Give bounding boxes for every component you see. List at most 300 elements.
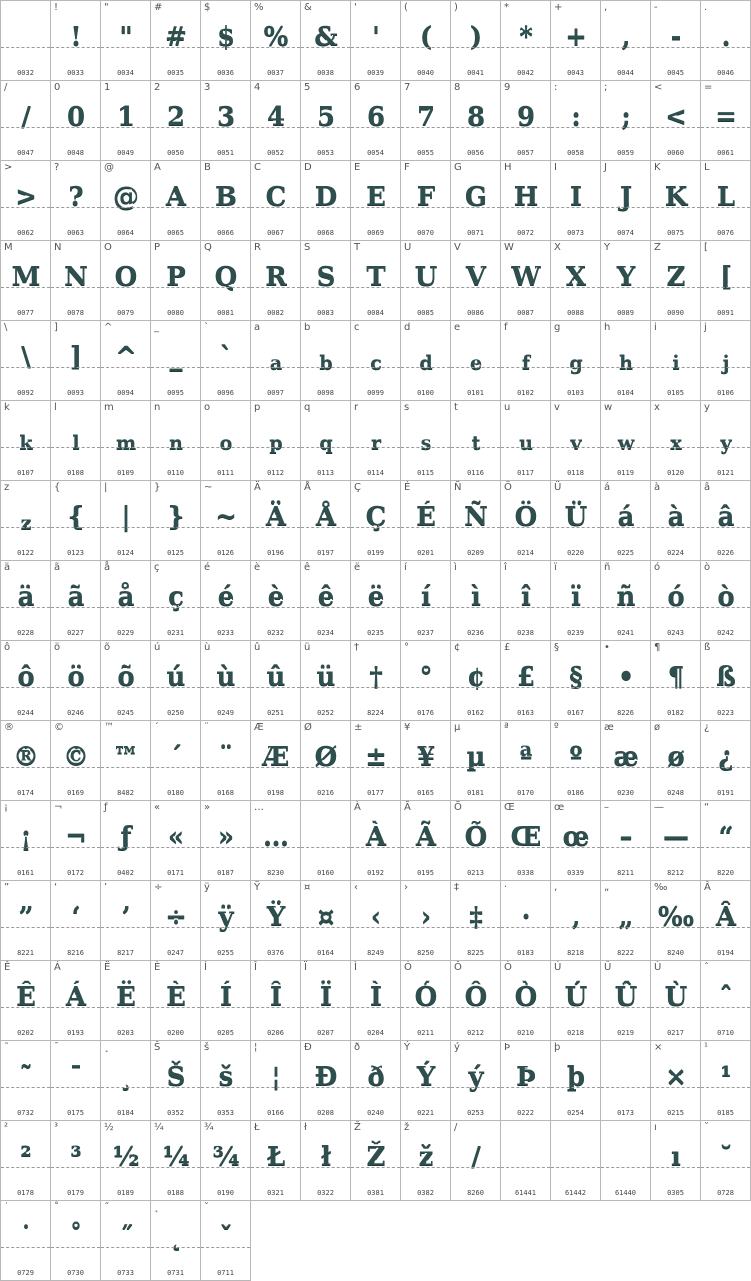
glyph-character-label: o (204, 402, 211, 413)
glyph-preview: p (269, 432, 282, 454)
glyph-cell (301, 481, 351, 561)
glyph-preview: b (319, 352, 332, 374)
glyph-character-label: Ł (254, 1122, 260, 1133)
glyph-code: 0205 (217, 1029, 234, 1037)
glyph-preview: ì (471, 582, 480, 612)
glyph-cell (551, 241, 601, 321)
glyph-preview: t (471, 432, 480, 454)
baseline-guide (151, 1167, 200, 1168)
glyph-character-label: Å (304, 482, 311, 493)
baseline-guide (601, 1167, 650, 1168)
baseline-guide (151, 687, 200, 688)
glyph-code: 8224 (367, 709, 384, 717)
glyph-cell (51, 401, 101, 481)
glyph-cell (251, 481, 301, 561)
glyph-preview: à (667, 502, 684, 532)
baseline-guide (101, 47, 150, 48)
glyph-code: 0215 (667, 1109, 684, 1117)
glyph-character-label: ˜ (4, 1042, 9, 1053)
glyph-cell (301, 801, 351, 881)
glyph-cell (201, 721, 251, 801)
glyph-code: 0196 (267, 549, 284, 557)
glyph-character-label: D (304, 162, 312, 173)
baseline-guide (101, 127, 150, 128)
baseline-guide (101, 367, 150, 368)
glyph-character-label: ˝ (104, 1202, 109, 1213)
baseline-guide (201, 447, 250, 448)
baseline-guide (451, 127, 500, 128)
baseline-guide (201, 287, 250, 288)
glyph-cell (101, 801, 151, 881)
glyph-preview: k (19, 432, 32, 454)
glyph-preview: ı (671, 1142, 680, 1172)
baseline-guide (1, 927, 50, 928)
baseline-guide (701, 207, 750, 208)
baseline-guide (1, 1167, 50, 1168)
glyph-cell (201, 1201, 251, 1281)
glyph-preview: : (571, 102, 580, 132)
glyph-preview: r (370, 432, 380, 454)
glyph-code: 0083 (317, 309, 334, 317)
baseline-guide (501, 1167, 550, 1168)
glyph-character-label: “ (704, 802, 710, 813)
glyph-preview: D (314, 182, 337, 212)
baseline-guide (451, 847, 500, 848)
glyph-cell (201, 1, 251, 81)
glyph-code: 0195 (417, 869, 434, 877)
glyph-character-label: 9 (504, 82, 511, 93)
glyph-character-label: 2 (154, 82, 161, 93)
glyph-character-label: ~ (204, 482, 213, 493)
baseline-guide (51, 527, 100, 528)
glyph-character-label: š (204, 1042, 210, 1053)
glyph-character-label: T (354, 242, 361, 253)
glyph-code: 0037 (267, 69, 284, 77)
glyph-code: 0232 (267, 629, 284, 637)
glyph-cell (451, 961, 501, 1041)
glyph-code: 0036 (217, 69, 234, 77)
glyph-preview: < (665, 102, 686, 132)
glyph-character-label: ± (354, 722, 363, 733)
glyph-preview: Š (166, 1062, 185, 1092)
glyph-preview: Ÿ (266, 902, 285, 932)
baseline-guide (351, 47, 400, 48)
glyph-code: 0381 (367, 1189, 384, 1197)
baseline-guide (1, 447, 50, 448)
glyph-character-label: ^ (104, 322, 113, 333)
glyph-cell (351, 881, 401, 961)
glyph-character-label: ¸ (104, 1042, 109, 1053)
glyph-code: 8226 (617, 709, 634, 717)
glyph-code: 8482 (117, 789, 134, 797)
glyph-preview: s (420, 432, 431, 454)
baseline-guide (301, 447, 350, 448)
baseline-guide (301, 1007, 350, 1008)
glyph-preview (601, 1135, 650, 1179)
glyph-code: 0231 (167, 629, 184, 637)
glyph-character-label: ÷ (154, 882, 163, 893)
baseline-guide (501, 527, 550, 528)
glyph-cell (401, 161, 451, 241)
glyph-cell (501, 1041, 551, 1121)
glyph-cell (551, 1, 601, 81)
baseline-guide (451, 47, 500, 48)
glyph-preview: T (366, 262, 385, 292)
baseline-guide (251, 687, 300, 688)
glyph-preview: Þ (516, 1062, 535, 1092)
glyph-cell (1, 1041, 51, 1121)
glyph-code: 0061 (717, 149, 734, 157)
glyph-code: 8225 (467, 949, 484, 957)
glyph-code: 8249 (367, 949, 384, 957)
glyph-character-label: ù (204, 642, 211, 653)
glyph-code: 0165 (417, 789, 434, 797)
glyph-character-label: n (154, 402, 161, 413)
glyph-preview: * (519, 22, 532, 52)
glyph-cell (551, 881, 601, 961)
baseline-guide (501, 207, 550, 208)
baseline-guide (251, 287, 300, 288)
glyph-code: 0050 (167, 149, 184, 157)
glyph-cell (501, 321, 551, 401)
baseline-guide (151, 1007, 200, 1008)
glyph-preview: ø (667, 742, 684, 772)
glyph-character-label: K (654, 162, 661, 173)
glyph-character-label: Í (204, 962, 207, 973)
baseline-guide (251, 1167, 300, 1168)
glyph-cell (1, 241, 51, 321)
glyph-cell (601, 241, 651, 321)
glyph-code: 0212 (467, 1029, 484, 1037)
glyph-cell (701, 961, 751, 1041)
glyph-character-label: ¿ (704, 722, 710, 733)
baseline-guide (501, 1087, 550, 1088)
glyph-cell (1, 1201, 51, 1281)
glyph-code: 0172 (67, 869, 84, 877)
glyph-character-label: ¤ (304, 882, 311, 893)
glyph-preview: á (617, 502, 634, 532)
glyph-cell (501, 641, 551, 721)
glyph-code: 0236 (467, 629, 484, 637)
glyph-cell (351, 1, 401, 81)
glyph-code: 0059 (617, 149, 634, 157)
glyph-code: 0085 (417, 309, 434, 317)
baseline-guide (101, 447, 150, 448)
glyph-character-label: ® (4, 722, 14, 733)
glyph-preview: × (665, 1062, 686, 1092)
baseline-guide (1, 1007, 50, 1008)
glyph-character-label: õ (104, 642, 111, 653)
glyph-code: 0710 (717, 1029, 734, 1037)
glyph-code: 0711 (217, 1269, 234, 1277)
glyph-preview: ç (168, 582, 183, 612)
baseline-guide (1, 47, 50, 48)
glyph-code: 0089 (617, 309, 634, 317)
glyph-cell (551, 961, 601, 1041)
glyph-preview: ¥ (416, 742, 435, 772)
baseline-guide (201, 767, 250, 768)
glyph-character-label: ] (54, 322, 58, 333)
glyph-cell (601, 401, 651, 481)
glyph-cell (451, 561, 501, 641)
glyph-cell (251, 1041, 301, 1121)
glyph-preview: « (167, 822, 184, 852)
baseline-guide (701, 607, 750, 608)
glyph-cell (651, 1, 701, 81)
glyph-cell (501, 241, 551, 321)
glyph-cell (651, 481, 701, 561)
glyph-cell (351, 561, 401, 641)
glyph-code: 0092 (17, 389, 34, 397)
glyph-cell (551, 481, 601, 561)
glyph-preview: © (63, 742, 88, 772)
glyph-preview: » (217, 822, 234, 852)
glyph-cell (501, 401, 551, 481)
glyph-character-label: Û (604, 962, 612, 973)
glyph-code: 0249 (217, 709, 234, 717)
baseline-guide (301, 687, 350, 688)
glyph-cell (701, 1041, 751, 1121)
glyph-cell (651, 1041, 701, 1121)
baseline-guide (601, 1007, 650, 1008)
glyph-character-label: ‚ (554, 882, 558, 893)
glyph-preview: ˜ (19, 1062, 32, 1092)
baseline-guide (101, 847, 150, 848)
baseline-guide (451, 767, 500, 768)
glyph-preview: ‘ (71, 902, 80, 932)
glyph-character-label: ; (604, 82, 608, 93)
glyph-preview: B (215, 182, 236, 212)
glyph-cell (301, 401, 351, 481)
glyph-code: 0219 (617, 1029, 634, 1037)
glyph-preview: 1 (116, 102, 135, 132)
baseline-guide (301, 1167, 350, 1168)
glyph-preview: œ (562, 822, 589, 852)
baseline-guide (501, 287, 550, 288)
glyph-preview: Ä (265, 502, 286, 532)
glyph-character-label: , (604, 2, 608, 13)
glyph-cell (651, 161, 701, 241)
glyph-cell (101, 241, 151, 321)
glyph-code: 0218 (567, 1029, 584, 1037)
glyph-cell (701, 161, 751, 241)
baseline-guide (551, 847, 600, 848)
glyph-preview: m (115, 432, 136, 454)
glyph-cell (651, 721, 701, 801)
glyph-cell (201, 161, 251, 241)
baseline-guide (351, 767, 400, 768)
glyph-code: 0339 (567, 869, 584, 877)
glyph-preview: Ö (514, 502, 537, 532)
glyph-code: 0107 (17, 469, 34, 477)
glyph-character-label: k (4, 402, 10, 413)
glyph-preview: þ (566, 1062, 585, 1092)
glyph-character-label: ¯ (54, 1042, 59, 1053)
baseline-guide (101, 687, 150, 688)
glyph-preview: { (67, 502, 84, 532)
glyph-code: 0242 (717, 629, 734, 637)
glyph-code: 8240 (667, 949, 684, 957)
glyph-character-label: Ž (354, 1122, 361, 1133)
glyph-character-label: ) (454, 2, 458, 13)
baseline-guide (151, 287, 200, 288)
glyph-preview: „ (618, 902, 633, 932)
glyph-cell (351, 961, 401, 1041)
glyph-code: 0729 (17, 1269, 34, 1277)
baseline-guide (651, 1167, 700, 1168)
glyph-preview: Ž (366, 1142, 385, 1172)
glyph-character-label: ¨ (204, 722, 209, 733)
glyph-character-label: ü (304, 642, 311, 653)
glyph-preview: ^ (115, 342, 136, 372)
glyph-character-label: á (604, 482, 611, 493)
glyph-character-label: ú (154, 642, 161, 653)
glyph-cell (101, 1201, 151, 1281)
glyph-character-label: p (254, 402, 261, 413)
glyph-preview: ô (17, 662, 34, 692)
glyph-code: 0067 (267, 229, 284, 237)
glyph-preview: G (464, 182, 487, 212)
glyph-cell (301, 1121, 351, 1201)
glyph-cell (351, 81, 401, 161)
glyph-character-label: ( (404, 2, 408, 13)
glyph-character-label: Œ (504, 802, 515, 813)
glyph-character-label: F (404, 162, 410, 173)
baseline-guide (601, 447, 650, 448)
glyph-character-label: ë (354, 562, 361, 573)
baseline-guide (101, 1167, 150, 1168)
glyph-code: 0247 (167, 949, 184, 957)
glyph-preview: h (619, 352, 632, 374)
baseline-guide (601, 47, 650, 48)
glyph-code: 0111 (217, 469, 234, 477)
glyph-code: 0206 (267, 1029, 284, 1037)
glyph-character-label: ä (4, 562, 11, 573)
glyph-cell (401, 561, 451, 641)
glyph-code: 0190 (217, 1189, 234, 1197)
glyph-code: 8211 (617, 869, 634, 877)
glyph-preview: ’ (121, 902, 130, 932)
glyph-cell (201, 481, 251, 561)
glyph-code: 61442 (564, 1189, 587, 1197)
baseline-guide (1, 207, 50, 208)
glyph-preview: y (720, 432, 731, 454)
glyph-cell (101, 721, 151, 801)
glyph-preview: O (114, 262, 137, 292)
glyph-code: 8216 (67, 949, 84, 957)
glyph-cell (351, 161, 401, 241)
glyph-code: 0066 (217, 229, 234, 237)
glyph-code: 0186 (567, 789, 584, 797)
glyph-cell (301, 1041, 351, 1121)
glyph-preview: ù (216, 662, 235, 692)
glyph-character-label: Ò (504, 962, 512, 973)
glyph-code: 0039 (367, 69, 384, 77)
glyph-code: 0214 (517, 549, 534, 557)
baseline-guide (501, 1007, 550, 1008)
glyph-cell (651, 401, 701, 481)
baseline-guide (201, 1007, 250, 1008)
glyph-preview: ê (317, 582, 334, 612)
glyph-code: 0119 (617, 469, 634, 477)
glyph-cell (151, 1041, 201, 1121)
baseline-guide (701, 847, 750, 848)
baseline-guide (451, 1007, 500, 1008)
glyph-character-label: * (504, 2, 509, 13)
glyph-cell (551, 721, 601, 801)
glyph-character-label: ¶ (654, 642, 661, 653)
glyph-preview: j (722, 352, 729, 374)
glyph-cell (51, 1201, 101, 1281)
glyph-cell (251, 721, 301, 801)
glyph-cell (451, 161, 501, 241)
baseline-guide (401, 447, 450, 448)
glyph-cell (451, 1121, 501, 1201)
glyph-code: 0164 (317, 949, 334, 957)
baseline-guide (551, 47, 600, 48)
baseline-guide (401, 1167, 450, 1168)
glyph-character-label: b (304, 322, 311, 333)
glyph-preview: 0 (66, 102, 85, 132)
glyph-character-label: Ô (454, 962, 462, 973)
baseline-guide (451, 687, 500, 688)
glyph-preview: z (20, 512, 31, 534)
baseline-guide (201, 47, 250, 48)
baseline-guide (251, 927, 300, 928)
baseline-guide (201, 1087, 250, 1088)
glyph-character-label: ¦ (254, 1042, 258, 1053)
glyph-preview: 8 (466, 102, 485, 132)
baseline-guide (151, 767, 200, 768)
glyph-preview: Ù (664, 982, 687, 1012)
baseline-guide (401, 47, 450, 48)
glyph-preview: … (263, 822, 288, 852)
glyph-cell (701, 561, 751, 641)
baseline-guide (601, 607, 650, 608)
glyph-code: 0239 (567, 629, 584, 637)
glyph-preview: Ï (319, 982, 332, 1012)
glyph-preview: Â (715, 902, 736, 932)
glyph-cell (251, 401, 301, 481)
baseline-guide (651, 47, 700, 48)
glyph-preview: W (511, 262, 540, 292)
glyph-cell (501, 161, 551, 241)
glyph-code: 8221 (17, 949, 34, 957)
glyph-preview: ¿ (718, 742, 733, 772)
glyph-code: 0046 (717, 69, 734, 77)
baseline-guide (251, 1087, 300, 1088)
glyph-character-label: S (304, 242, 311, 253)
glyph-code: 0032 (17, 69, 34, 77)
glyph-cell (601, 321, 651, 401)
glyph-code: 0090 (667, 309, 684, 317)
glyph-cell (1, 1, 51, 81)
glyph-preview: d (419, 352, 432, 374)
glyph-code: 0094 (117, 389, 134, 397)
glyph-preview: ´ (169, 742, 182, 772)
glyph-character-label: ì (454, 562, 457, 573)
glyph-character-label: ô (4, 642, 11, 653)
glyph-character-label: ¡ (4, 802, 9, 813)
glyph-cell (1, 961, 51, 1041)
glyph-cell (101, 1121, 151, 1201)
glyph-character-label: ø (654, 722, 661, 733)
glyph-character-label: þ (554, 1042, 561, 1053)
glyph-preview: L (716, 182, 735, 212)
glyph-preview: f (521, 352, 530, 374)
baseline-guide (501, 687, 550, 688)
glyph-code: 0217 (667, 1029, 684, 1037)
